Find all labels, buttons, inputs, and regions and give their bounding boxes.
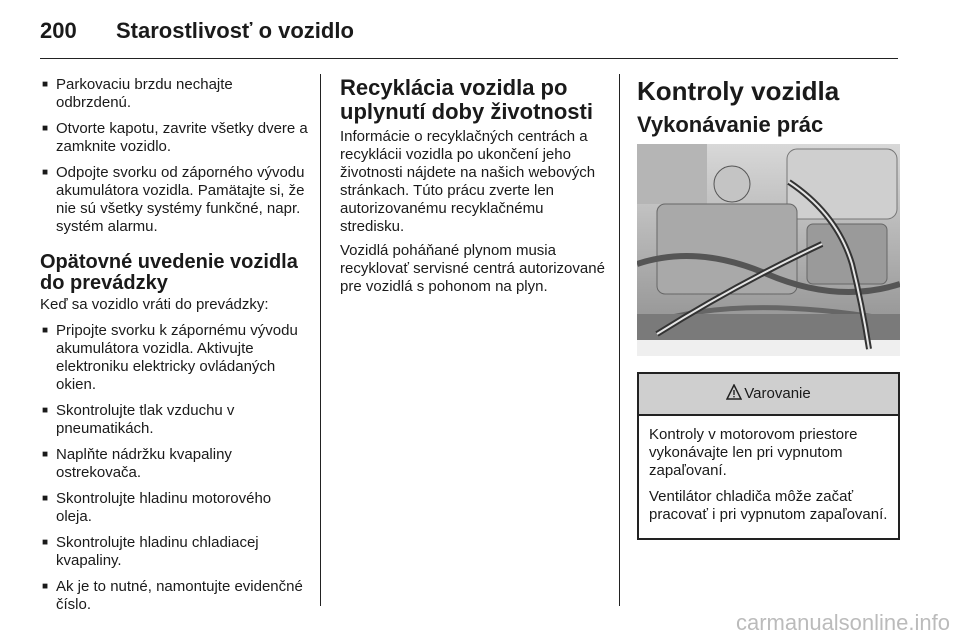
section-intro: Keď sa vozidlo vráti do prevádzky: (40, 296, 269, 313)
bullet-list-preparation (40, 76, 308, 236)
list-item: ■ Parkovaciu brzdu nechajte odbrzdenú. (40, 76, 308, 112)
warning-title: Varovanie (744, 385, 811, 402)
bullet-list-restart (40, 322, 308, 614)
list-item: ■ Skontrolujte hladinu motorového oleja. (40, 490, 308, 526)
section-heading-recycling: Recyklácia vozidla po uplynutí doby životnosti (340, 75, 593, 124)
list-item: ■ Pripojte svorku k zápornému vývodu akumulátora vozidla. Aktivujte elektroniku elektricky ovládaných okien. (40, 322, 308, 394)
list-item: ■ Naplňte nádržku kvapaliny ostrekovača. (40, 446, 308, 482)
warning-triangle-icon (726, 376, 742, 416)
page-number: 200 (40, 18, 77, 43)
watermark: carmanualsonline.info (735, 610, 950, 635)
subsection-heading: Vykonávanie prác (637, 112, 824, 137)
list-item: ■ Skontrolujte hladinu chladiacej kvapaliny. (40, 534, 308, 570)
header-rule (40, 58, 898, 59)
column-divider-1 (320, 74, 321, 606)
warning-box (637, 372, 900, 540)
column-middle (340, 76, 606, 302)
paragraph: Ventilátor chladiča môže začať pracovať i pri vypnutom zapaľovaní. (649, 488, 888, 523)
column-divider-2 (619, 74, 620, 606)
list-item: ■ Skontrolujte tlak vzduchu v pneumatikách. (40, 402, 308, 438)
column-left (40, 76, 308, 622)
chapter-heading: Kontroly vozidla (637, 76, 840, 106)
warning-body (639, 416, 898, 538)
page-title: Starostlivosť o vozidlo (116, 18, 354, 43)
paragraph: Informácie o recyklačných centrách a recyklácii vozidla po ukončení jeho životnosti nájdete na našich webových stránkach. Túto prácu zverte len autorizovanému recyklačnému stredisku. (340, 128, 596, 235)
list-item: ■ Odpojte svorku od záporného vývodu akumulátora vozidla. Pamätajte si, že nie sú všetky systémy funkčné, napr. systém alarmu. (40, 164, 308, 236)
list-item: ■ Otvorte kapotu, zavrite všetky dvere a zamknite vozidlo. (40, 120, 308, 156)
section-heading-restart: Opätovné uvedenie vozidla do prevádzky (40, 251, 298, 294)
list-item: ■ Ak je to nutné, namontujte evidenčné číslo. (40, 578, 308, 614)
page-header (40, 18, 898, 48)
paragraph: Kontroly v motorovom priestore vykonávajte len pri vypnutom zapaľovaní. (649, 426, 858, 479)
column-right (637, 76, 900, 540)
engine-bay-photo (637, 144, 900, 356)
paragraph: Vozidlá poháňané plynom musia recyklovať servisné centrá autorizované pre vozidlá s pohonom na plyn. (340, 242, 605, 295)
warning-header (639, 374, 898, 416)
